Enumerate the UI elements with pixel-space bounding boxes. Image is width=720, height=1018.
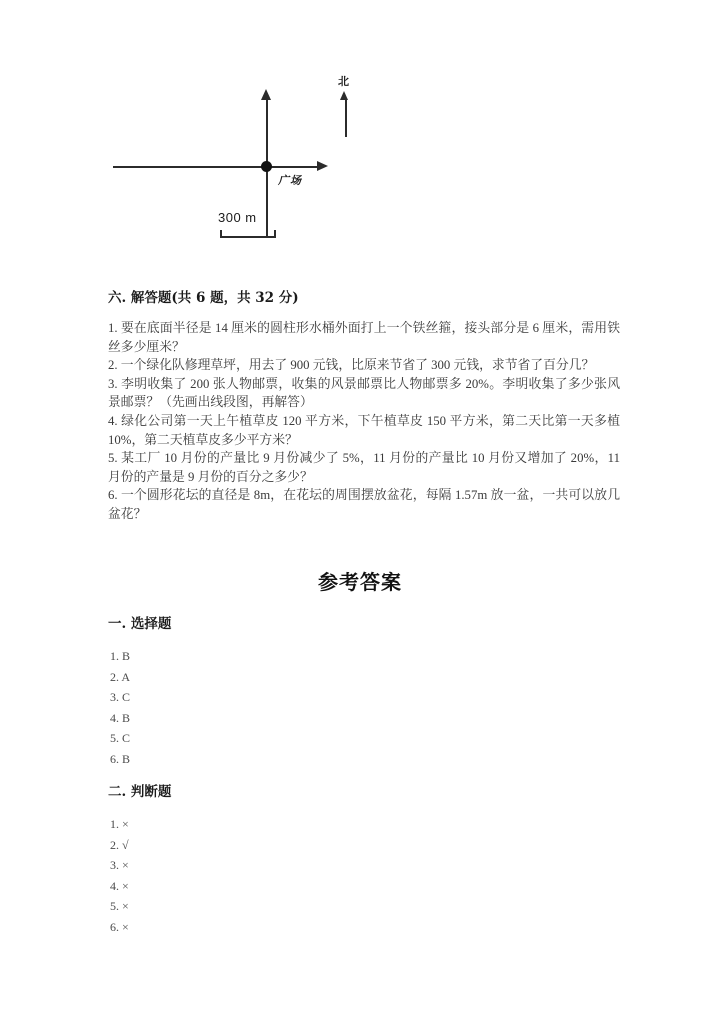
north-arrow-shaft-icon <box>345 99 347 137</box>
north-axis-arrowhead-icon <box>261 89 271 100</box>
question-item-3: 3. 李明收集了 200 张人物邮票，收集的风景邮票比人物邮票多 20%。李明收集了多少张风景邮票？（先画出线段图，再解答） <box>108 376 620 410</box>
question-item-4: 4. 绿化公司第一天上午植草皮 120 平方米，下午植草皮 150 平方米，第二天比第一天多植 10%，第二天植草皮多少平方米？ <box>108 413 620 447</box>
answer-item: 6. B <box>110 751 131 766</box>
horizontal-axis-line <box>113 166 319 168</box>
reference-answers-title: 参考答案 <box>318 570 402 594</box>
question-item-5: 5. 某工厂 10 月份的产量比 9 月份减少了 5%，11 月份的产量比 10 月份又增加了 20%，11 月份的产量是 9 月份的百分之多少？ <box>108 451 620 484</box>
answer-list-truefalse <box>110 814 129 937</box>
answer-item: 4. B <box>110 710 131 725</box>
answer-section-heading-truefalse: 二. 判断题 <box>108 784 172 800</box>
plaza-direction-map-figure <box>105 62 405 254</box>
answer-item: 3. C <box>110 690 131 704</box>
answer-item: 3. × <box>110 858 129 872</box>
question-item-6: 6. 一个圆形花坛的直径是 8m，在花坛的周围摆放盆花，每隔 1.57m 放一盆，一共可以放几盆花？ <box>108 488 620 521</box>
question-item-2: 2. 一个绿化队修理草坪，用去了 900 元钱，比原来节省了 300 元钱，求节省了百分几？ <box>108 358 595 373</box>
answer-section-heading-choice: 一. 选择题 <box>108 616 172 632</box>
origin-label: 广场 <box>278 175 302 187</box>
scale-bar-label: 300 m <box>218 210 257 225</box>
east-arrowhead-icon <box>317 161 328 171</box>
answer-item: 2. √ <box>110 837 129 852</box>
origin-point-dot-icon <box>261 161 272 172</box>
answer-item: 1. B <box>110 649 131 663</box>
answer-item: 5. C <box>110 731 131 745</box>
section-heading-solve-questions: 六. 解答题(共 6 题，共 32 分) <box>108 290 299 306</box>
question-item-1: 1. 要在底面半径是 14 厘米的圆柱形水桶外面打上一个铁丝箍，接头部分是 6 厘米，需用铁丝多少厘米？ <box>108 321 620 354</box>
scale-bar-bracket-icon <box>220 230 276 238</box>
answer-item: 6. × <box>110 919 129 934</box>
answer-item: 2. A <box>110 669 131 684</box>
answer-item: 4. × <box>110 878 129 893</box>
answer-list-choice <box>110 646 130 769</box>
answer-item: 5. × <box>110 899 129 913</box>
north-label: 北 <box>338 76 349 88</box>
answer-item: 1. × <box>110 817 129 831</box>
question-list <box>108 319 620 524</box>
